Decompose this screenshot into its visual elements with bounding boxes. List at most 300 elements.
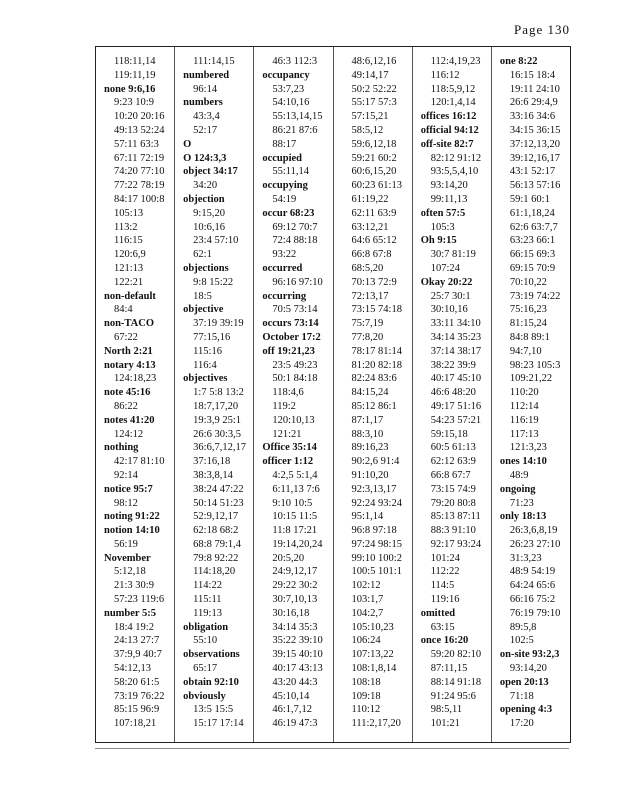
page-reference: 86:22 — [114, 400, 138, 412]
word-index — [95, 46, 571, 743]
page-reference: 98:12 — [114, 497, 138, 509]
page-reference: 79:20 80:8 — [430, 497, 476, 509]
page-reference: 59:20 82:10 — [430, 649, 482, 661]
page-reference: 18:7,17,20 — [193, 400, 239, 412]
index-term: observations — [183, 649, 240, 661]
page-reference: 85:15 96:9 — [114, 704, 160, 716]
index-term: one 8:22 — [499, 56, 538, 67]
page-reference: 105:3 — [430, 221, 455, 233]
index-term: open 20:13 — [499, 676, 549, 688]
index-term: ones 14:10 — [499, 456, 547, 468]
index-term: often 57:5 — [420, 207, 466, 219]
page-reference: 69:12 70:7 — [272, 221, 318, 233]
index-column-6 — [492, 47, 570, 742]
page-reference: 101:24 — [430, 552, 460, 564]
page-reference: 77:15,16 — [193, 331, 231, 343]
page-reference: 88:3 91:10 — [430, 525, 476, 537]
page-reference: 40:17 45:10 — [430, 373, 482, 385]
page-reference: 5:12,18 — [114, 566, 146, 578]
page-reference: 33:11 34:10 — [430, 318, 481, 330]
index-term: notice 95:7 — [104, 483, 153, 495]
page-reference: 43:3,4 — [193, 111, 220, 123]
index-term: occur 68:23 — [262, 207, 315, 219]
page-reference: 116:15 — [114, 235, 143, 247]
page-reference: 39:15 40:10 — [272, 649, 323, 661]
page-reference: 16:15 18:4 — [509, 69, 556, 81]
page-reference: 92:24 93:24 — [351, 497, 402, 509]
page-reference: 49:13 52:24 — [114, 124, 165, 136]
page-reference: 49:14,17 — [351, 69, 389, 81]
index-term: occurs 73:14 — [262, 318, 319, 330]
page-reference: 119:13 — [193, 607, 222, 619]
page-reference: 84:15,24 — [351, 387, 389, 399]
page-reference: 102:12 — [351, 580, 381, 592]
page-reference: 107:18,21 — [114, 718, 157, 730]
page-reference: 39:12,16,17 — [509, 152, 561, 164]
page-reference: 43:1 52:17 — [509, 166, 556, 178]
page-reference: 61:1,18,24 — [509, 207, 555, 219]
page-reference: 37:12,13,20 — [509, 138, 561, 150]
page-reference: 34:15 36:15 — [509, 124, 561, 136]
page-reference: 118:5,9,12 — [430, 83, 476, 95]
index-term: obviously — [183, 690, 226, 702]
page-reference: 109:18 — [351, 690, 381, 702]
page-reference: 18:5 — [193, 290, 212, 302]
page-reference: 79:8 92:22 — [193, 552, 239, 564]
index-term: non-default — [104, 290, 156, 302]
page-reference: 109:21,22 — [509, 373, 553, 385]
page-reference: 59:6,12,18 — [351, 138, 397, 150]
page-reference: 85:13 87:11 — [430, 511, 481, 523]
page-reference: 38:3,8,14 — [193, 469, 233, 481]
page-reference: 92:3,13,17 — [351, 483, 397, 495]
page-reference: 118:11,14 — [114, 56, 156, 67]
page-reference: 45:10,14 — [272, 690, 310, 702]
page-reference: 34:14 35:3 — [272, 621, 318, 633]
index-term: off-site 82:7 — [420, 138, 474, 150]
page-reference: 58:5,12 — [351, 124, 384, 136]
page-reference: 92:14 — [114, 469, 138, 481]
page-reference: 54:10,16 — [272, 97, 310, 109]
index-term: occurred — [262, 262, 303, 274]
page-reference: 105:10,23 — [351, 621, 394, 633]
page-reference: 20:5,20 — [272, 552, 305, 564]
page-reference: 81:15,24 — [509, 318, 547, 330]
page-reference: 60:23 61:13 — [351, 180, 402, 192]
page-reference: 110:12 — [351, 704, 381, 716]
index-term: number 5:5 — [104, 607, 157, 619]
page-reference: 66:8 67:7 — [430, 469, 471, 481]
page-reference: 98:23 105:3 — [509, 359, 561, 371]
index-term: notary 4:13 — [104, 359, 156, 371]
page-reference: 23:4 57:10 — [193, 235, 239, 247]
page-reference: 52:9,12,17 — [193, 511, 239, 523]
page-reference: 96:8 97:18 — [351, 525, 397, 537]
page-reference: 46:6 48:20 — [430, 387, 476, 399]
page-reference: 121:3,23 — [509, 442, 547, 454]
index-column-5 — [413, 47, 492, 742]
page-reference: 117:13 — [509, 428, 539, 440]
page-reference: 19:3,9 25:1 — [193, 414, 242, 426]
index-column-1 — [96, 47, 175, 742]
index-term: note 45:16 — [104, 387, 151, 399]
page-reference: 91:24 95:6 — [430, 690, 476, 702]
page-reference: 102:5 — [509, 635, 534, 647]
page-reference: 124:12 — [114, 428, 144, 440]
page-reference: 103:1,7 — [351, 594, 384, 606]
page-reference: 10:6,16 — [193, 221, 225, 233]
index-term: North 2:21 — [104, 345, 153, 357]
page-reference: 55:13,14,15 — [272, 111, 323, 123]
page-reference: 74:20 77:10 — [114, 166, 165, 178]
page-reference: 1:7 5:8 13:2 — [193, 387, 244, 399]
page-reference: 50:2 52:22 — [351, 83, 397, 95]
page-reference: 65:17 — [193, 663, 218, 675]
page-reference: 56:13 57:16 — [509, 180, 561, 192]
page-reference: 114:5 — [430, 580, 455, 592]
index-term: occupied — [262, 152, 303, 164]
page-reference: 52:17 — [193, 124, 218, 136]
page-reference: 50:1 84:18 — [272, 373, 318, 385]
page-reference: 58:20 61:5 — [114, 676, 160, 688]
page-reference: 82:24 83:6 — [351, 373, 397, 385]
page-reference: 88:14 91:18 — [430, 676, 482, 688]
index-term: obligation — [183, 621, 229, 633]
page-reference: 46:19 47:3 — [272, 718, 318, 730]
page-reference: 31:3,23 — [509, 552, 542, 564]
page-reference: 60:5 61:13 — [430, 442, 476, 454]
page-reference: 37:14 38:17 — [430, 345, 482, 357]
page-reference: 37:9,9 40:7 — [114, 649, 162, 661]
page-reference: 37:19 39:19 — [193, 318, 244, 330]
page-reference: 96:16 97:10 — [272, 276, 323, 288]
page-reference: 112:14 — [509, 400, 539, 412]
page-reference: 116:12 — [430, 69, 460, 81]
index-column-2 — [175, 47, 254, 742]
page-reference: 62:12 63:9 — [430, 456, 476, 468]
page-reference: 98:5,11 — [430, 704, 463, 716]
page-reference: 62:1 — [193, 249, 212, 261]
page-reference: 121:13 — [114, 262, 144, 274]
page-reference: 67:11 72:19 — [114, 152, 165, 164]
page-reference: 105:13 — [114, 207, 144, 219]
page-reference: 63:23 66:1 — [509, 235, 556, 247]
page-reference: 81:20 82:18 — [351, 359, 402, 371]
page-reference: 19:11 24:10 — [509, 83, 560, 95]
page-reference: 93:22 — [272, 249, 297, 261]
page-reference: 66:8 67:8 — [351, 249, 392, 261]
index-term: on-site 93:2,3 — [499, 649, 560, 661]
page-reference: 73:19 74:22 — [509, 290, 561, 302]
index-term: off 19:21,23 — [262, 345, 315, 357]
page-reference: 84:8 89:1 — [509, 331, 550, 343]
index-term: officer 1:12 — [262, 456, 314, 468]
page-reference: 6:11,13 7:6 — [272, 483, 320, 495]
page-reference: 75:16,23 — [509, 304, 547, 316]
index-term: non-TACO — [104, 318, 154, 330]
page-reference: 4:2,5 5:1,4 — [272, 469, 318, 481]
page-reference: 46:3 112:3 — [272, 56, 318, 67]
page-reference: 33:16 34:6 — [509, 111, 556, 123]
page-reference: 108:18 — [351, 676, 381, 688]
footer-rule — [95, 748, 569, 749]
page-reference: 54:19 — [272, 193, 297, 205]
page-reference: 120:1,4,14 — [430, 97, 476, 109]
page-reference: 61:19,22 — [351, 193, 389, 205]
page-reference: 68:8 79:1,4 — [193, 538, 242, 550]
page-reference: 60:6,15,20 — [351, 166, 397, 178]
page-reference: 89:16,23 — [351, 442, 389, 454]
page-reference: 93:14,20 — [509, 663, 547, 675]
index-term: none 9:6,16 — [104, 83, 156, 95]
page-reference: 93:14,20 — [430, 180, 468, 192]
index-column-3 — [254, 47, 333, 742]
page-reference: 9:23 10:9 — [114, 97, 154, 109]
index-term: notes 41:20 — [104, 414, 155, 426]
index-term: Office 35:14 — [262, 442, 317, 454]
page-reference: 88:3,10 — [351, 428, 384, 440]
page-reference: 55:10 — [193, 635, 218, 647]
page-reference: 54:23 57:21 — [430, 414, 482, 426]
index-term: October 17:2 — [262, 331, 321, 343]
page-reference: 9:15,20 — [193, 207, 225, 219]
page-reference: 82:12 91:12 — [430, 152, 482, 164]
page-number: Page 130 — [513, 22, 570, 37]
page-reference: 111:14,15 — [193, 56, 235, 67]
page-reference: 86:21 87:6 — [272, 124, 318, 136]
page-reference: 94:7,10 — [509, 345, 542, 357]
page-reference: 56:19 — [114, 538, 138, 550]
page-reference: 59:15,18 — [430, 428, 468, 440]
page-reference: 101:21 — [430, 718, 460, 730]
index-term: occurring — [262, 290, 307, 302]
index-term: object 34:17 — [183, 166, 238, 178]
page-reference: 93:5,5,4,10 — [430, 166, 479, 178]
index-term: Oh 9:15 — [420, 235, 457, 247]
page-reference: 23:5 49:23 — [272, 359, 318, 371]
page-reference: 71:18 — [509, 690, 534, 702]
page-reference: 87:1,17 — [351, 414, 384, 426]
page-reference: 48:9 54:19 — [509, 566, 556, 578]
page-reference: 24:9,12,17 — [272, 566, 318, 578]
page-reference: 59:1 60:1 — [509, 193, 550, 205]
page-reference: 73:15 74:18 — [351, 304, 402, 316]
index-term: objectives — [183, 373, 228, 385]
page-reference: 108:1,8,14 — [351, 663, 397, 675]
page-reference: 50:14 51:23 — [193, 497, 244, 509]
index-term: objection — [183, 193, 225, 205]
page-reference: 84:4 — [114, 304, 133, 316]
page-reference: 77:8,20 — [351, 331, 384, 343]
page-reference: 10:15 11:5 — [272, 511, 318, 523]
page-reference: 120:10,13 — [272, 414, 315, 426]
index-term: Okay 20:22 — [420, 276, 473, 288]
index-term: November — [104, 552, 151, 564]
index-term: only 18:13 — [499, 511, 547, 523]
page-reference: 114:18,20 — [193, 566, 236, 578]
page-reference: 67:22 — [114, 331, 138, 343]
page-reference: 99:11,13 — [430, 193, 468, 205]
index-term: omitted — [420, 607, 456, 619]
page-reference: 110:20 — [509, 387, 539, 399]
page-reference: 54:12,13 — [114, 663, 152, 675]
page-reference: 19:14,20,24 — [272, 538, 323, 550]
page-reference: 29:22 30:2 — [272, 580, 318, 592]
page-reference: 46:1,7,12 — [272, 704, 313, 716]
page-reference: 34:20 — [193, 180, 218, 192]
index-term: ongoing — [499, 483, 536, 495]
index-term: objections — [183, 262, 229, 274]
page-reference: 62:11 63:9 — [351, 207, 397, 219]
index-column-4 — [334, 47, 413, 742]
page-reference: 17:20 — [509, 718, 534, 730]
page-reference: 15:17 17:14 — [193, 718, 244, 730]
page-reference: 63:12,21 — [351, 221, 389, 233]
index-term: O 124:3,3 — [183, 152, 227, 164]
page-reference: 92:17 93:24 — [430, 538, 482, 550]
page-reference: 111:2,17,20 — [351, 718, 401, 730]
page-reference: 78:17 81:14 — [351, 345, 402, 357]
page-reference: 30:7 81:19 — [430, 249, 476, 261]
page-reference: 40:17 43:13 — [272, 663, 323, 675]
page-reference: 25:7 30:1 — [430, 290, 471, 302]
page-reference: 95:1,14 — [351, 511, 384, 523]
index-term: nothing — [104, 442, 139, 454]
index-term: offices 16:12 — [420, 111, 477, 123]
page-reference: 114:22 — [193, 580, 222, 592]
page-reference: 63:15 — [430, 621, 455, 633]
page-reference: 11:8 17:21 — [272, 525, 318, 537]
page-reference: 64:24 65:6 — [509, 580, 556, 592]
page-reference: 104:2,7 — [351, 607, 384, 619]
page-reference: 73:15 74:9 — [430, 483, 476, 495]
page-reference: 30:16,18 — [272, 607, 310, 619]
page-reference: 72:13,17 — [351, 290, 389, 302]
page-reference: 37:16,18 — [193, 456, 231, 468]
page-reference: 36:6,7,12,17 — [193, 442, 246, 454]
index-term: opening 4:3 — [499, 704, 553, 716]
page-reference: 116:19 — [509, 414, 539, 426]
page-reference: 100:5 101:1 — [351, 566, 402, 578]
page-reference: 73:19 76:22 — [114, 690, 165, 702]
page-reference: 10:20 20:16 — [114, 111, 165, 123]
page-reference: 59:21 60:2 — [351, 152, 397, 164]
page-reference: 116:4 — [193, 359, 217, 371]
index-term: notion 14:10 — [104, 525, 160, 537]
page-reference: 121:21 — [272, 428, 302, 440]
index-term: numbers — [183, 97, 223, 109]
page-reference: 68:5,20 — [351, 262, 384, 274]
index-term: occupying — [262, 180, 308, 192]
page-reference: 18:4 19:2 — [114, 621, 154, 633]
page-reference: 57:23 119:6 — [114, 594, 165, 606]
page-reference: 62:18 68:2 — [193, 525, 239, 537]
page-reference: 120:6,9 — [114, 249, 146, 261]
page-reference: 30:7,10,13 — [272, 594, 318, 606]
page-reference: 124:18,23 — [114, 373, 157, 385]
page-reference: 43:20 44:3 — [272, 676, 318, 688]
page-reference: 48:6,12,16 — [351, 56, 397, 67]
page-reference: 99:10 100:2 — [351, 552, 402, 564]
page-reference: 66:15 69:3 — [509, 249, 556, 261]
page-reference: 55:17 57:3 — [351, 97, 397, 109]
page-reference: 69:15 70:9 — [509, 262, 556, 274]
index-term: official 94:12 — [420, 124, 479, 136]
page-reference: 115:11 — [193, 594, 222, 606]
index-term: numbered — [183, 69, 230, 81]
page-reference: 112:22 — [430, 566, 460, 578]
page-reference: 42:17 81:10 — [114, 456, 165, 468]
page-reference: 71:23 — [509, 497, 534, 509]
page-reference: 76:19 79:10 — [509, 607, 561, 619]
page-reference: 13:5 15:5 — [193, 704, 234, 716]
index-term: obtain 92:10 — [183, 676, 239, 688]
page-reference: 53:7,23 — [272, 83, 305, 95]
page-reference: 115:16 — [193, 345, 222, 357]
index-term: O — [183, 138, 192, 150]
page-reference: 66:16 75:2 — [509, 594, 556, 606]
index-term: occupancy — [262, 69, 310, 81]
page-reference: 9:10 10:5 — [272, 497, 313, 509]
page-reference: 30:10,16 — [430, 304, 468, 316]
page-reference: 88:17 — [272, 138, 297, 150]
page-reference: 64:6 65:12 — [351, 235, 397, 247]
page-reference: 89:5,8 — [509, 621, 537, 633]
page-reference: 119:16 — [430, 594, 460, 606]
page-reference: 26:6 29:4,9 — [509, 97, 558, 109]
page-reference: 118:4,6 — [272, 387, 304, 399]
page-reference: 119:2 — [272, 400, 296, 412]
page-reference: 26:23 27:10 — [509, 538, 561, 550]
page-reference: 113:2 — [114, 221, 138, 233]
page-reference: 57:11 63:3 — [114, 138, 159, 150]
page-reference: 91:10,20 — [351, 469, 389, 481]
page-reference: 70:5 73:14 — [272, 304, 318, 316]
page-reference: 112:4,19,23 — [430, 56, 481, 67]
page-reference: 84:17 100:8 — [114, 193, 165, 205]
page-reference: 35:22 39:10 — [272, 635, 323, 647]
index-term: once 16:20 — [420, 635, 469, 647]
page-reference: 9:8 15:22 — [193, 276, 234, 288]
page-reference: 55:11,14 — [272, 166, 309, 178]
page-reference: 77:22 78:19 — [114, 180, 165, 192]
page-reference: 38:22 39:9 — [430, 359, 476, 371]
page-reference: 75:7,19 — [351, 318, 384, 330]
page-reference: 107:24 — [430, 262, 460, 274]
page-reference: 21:3 30:9 — [114, 580, 154, 592]
page-reference: 49:17 51:16 — [430, 400, 482, 412]
page-reference: 62:6 63:7,7 — [509, 221, 558, 233]
page-reference: 85:12 86:1 — [351, 400, 397, 412]
page-reference: 90:2,6 91:4 — [351, 456, 400, 468]
page-reference: 34:14 35:23 — [430, 331, 482, 343]
index-term: noting 91:22 — [104, 511, 160, 523]
page-reference: 107:13,22 — [351, 649, 394, 661]
page-reference: 24:13 27:7 — [114, 635, 160, 647]
page-reference: 122:21 — [114, 276, 144, 288]
page-reference: 87:11,15 — [430, 663, 468, 675]
page-reference: 26:6 30:3,5 — [193, 428, 242, 440]
page-reference: 70:13 72:9 — [351, 276, 397, 288]
page-reference: 97:24 98:15 — [351, 538, 402, 550]
page-reference: 38:24 47:22 — [193, 483, 244, 495]
page-reference: 57:15,21 — [351, 111, 389, 123]
page-reference: 70:10,22 — [509, 276, 547, 288]
page-reference: 48:9 — [509, 469, 529, 481]
page-reference: 119:11,19 — [114, 69, 156, 81]
page-reference: 26:3,6,8,19 — [509, 525, 558, 537]
page-reference: 72:4 88:18 — [272, 235, 318, 247]
